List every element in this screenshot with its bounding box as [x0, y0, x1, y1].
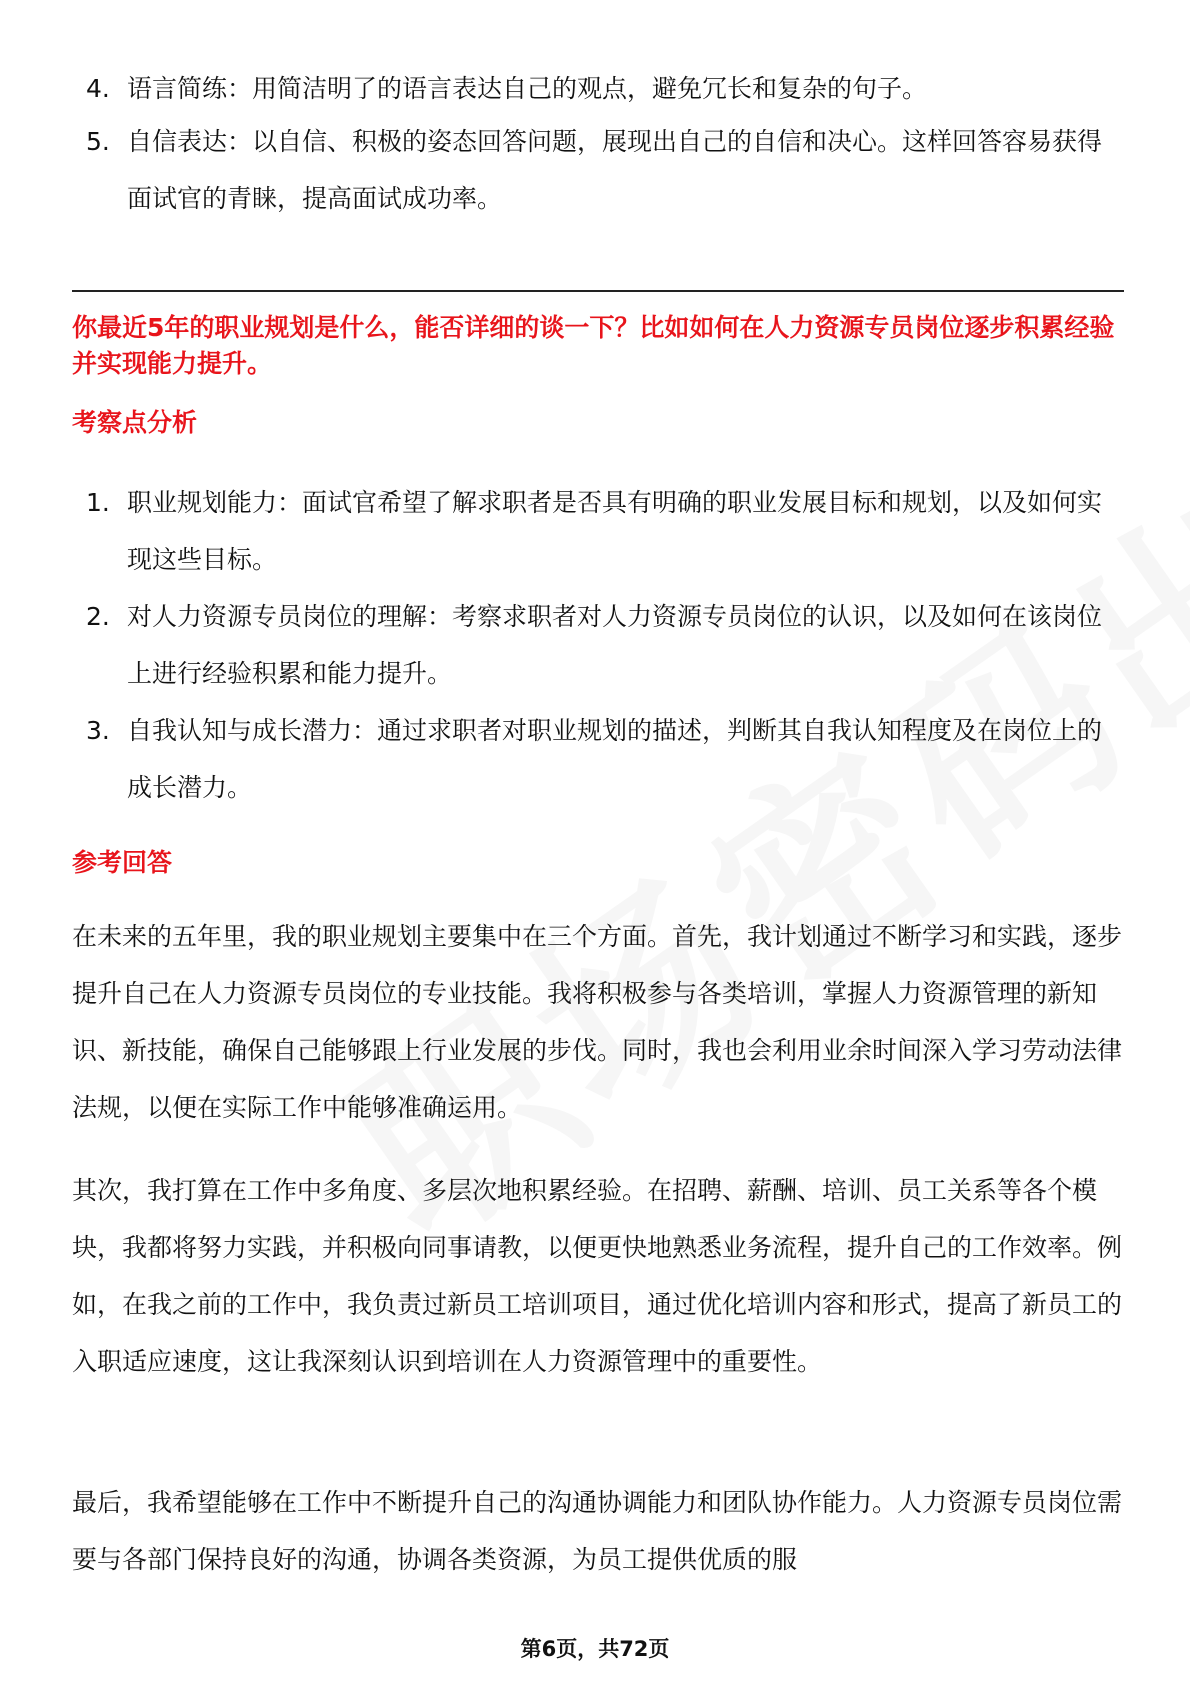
list-item-text: 自信表达：以自信、积极的姿态回答问题，展现出自己的自信和决心。这样回答容易获得面试官的青睐，提高面试成功率。 — [127, 127, 1103, 213]
list-item-number: 3. — [86, 716, 110, 745]
page-number-footer: 第6页，共72页 — [520, 1637, 670, 1661]
top-list — [72, 60, 1122, 227]
list-item — [72, 474, 1122, 588]
list-item — [72, 702, 1122, 816]
list-item — [72, 113, 1122, 227]
answer-paragraph: 其次，我打算在工作中多角度、多层次地积累经验。在招聘、薪酬、培训、员工关系等各个模块，我都将努力实践，并积极向同事请教，以便更快地熟悉业务流程，提升自己的工作效率。例如，在我之前的工作中，我负责过新员工培训项目，通过优化培训内容和形式，提高了新员工的入职适应速度，这让我深刻认识到培训在人力资源管理中的重要性。 — [72, 1176, 1123, 1376]
section-divider — [72, 290, 1124, 292]
list-item-number: 4. — [86, 74, 110, 103]
list-item — [72, 60, 1122, 117]
list-item-number: 5. — [86, 127, 110, 156]
list-item — [72, 588, 1122, 702]
answer-paragraph: 最后，我希望能够在工作中不断提升自己的沟通协调能力和团队协作能力。人力资源专员岗位需要与各部门保持良好的沟通，协调各类资源，为员工提供优质的服 — [72, 1488, 1123, 1574]
list-item-text: 语言简练：用简洁明了的语言表达自己的观点，避免冗长和复杂的句子。 — [127, 74, 928, 103]
analysis-list — [72, 474, 1122, 816]
question-title: 你最近5年的职业规划是什么，能否详细的谈一下？比如如何在人力资源专员岗位逐步积累经验并实现能力提升。 — [72, 313, 1115, 378]
list-item-text: 自我认知与成长潜力：通过求职者对职业规划的描述，判断其自我认知程度及在岗位上的成长潜力。 — [127, 716, 1103, 802]
answer-heading: 参考回答 — [72, 848, 173, 877]
analysis-heading: 考察点分析 — [72, 408, 198, 437]
answer-paragraph: 在未来的五年里，我的职业规划主要集中在三个方面。首先，我计划通过不断学习和实践，逐步提升自己在人力资源专员岗位的专业技能。我将积极参与各类培训，掌握人力资源管理的新知识、新技能，确保自己能够跟上行业发展的步伐。同时，我也会利用业余时间深入学习劳动法律法规，以便在实际工作中能够准确运用。 — [72, 922, 1123, 1122]
list-item-number: 1. — [86, 488, 110, 517]
list-item-text: 对人力资源专员岗位的理解：考察求职者对人力资源专员岗位的认识，以及如何在该岗位上进行经验积累和能力提升。 — [127, 602, 1103, 688]
list-item-text: 职业规划能力：面试官希望了解求职者是否具有明确的职业发展目标和规划，以及如何实现这些目标。 — [127, 488, 1103, 574]
list-item-number: 2. — [86, 602, 110, 631]
